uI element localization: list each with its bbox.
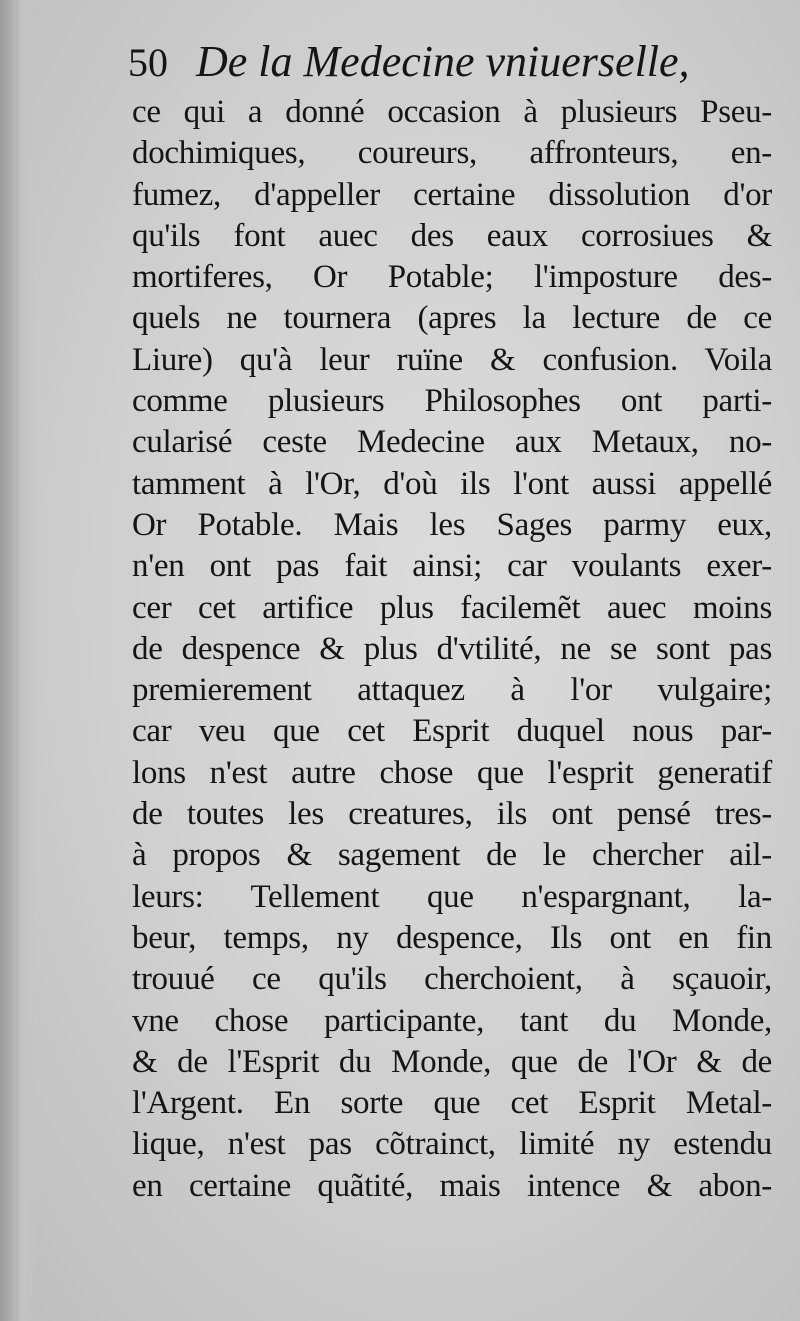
text-line: dochimiques, coureurs, affronteurs, en- [132, 135, 772, 172]
text-line: quels ne tournera (apres la lecture de ce [132, 300, 772, 337]
text-line: vne chose participante, tant du Monde, [132, 1002, 772, 1039]
text-line: en certaine quãtité, mais intence & abon- [132, 1167, 772, 1204]
page-number: 50 [128, 40, 168, 85]
text-line: ce qui a donné occasion à plusieurs Pseu- [132, 94, 772, 130]
text-line: fumez, d'appeller certaine dissolution d'or [132, 176, 772, 213]
text-line: mortiferes, Or Potable; l'imposture des- [132, 259, 772, 296]
text-line: beur, temps, ny despence, Ils ont en fin [132, 919, 772, 956]
body-text [132, 92, 772, 1207]
text-line: car veu que cet Esprit duquel nous par- [132, 713, 772, 750]
text-line: n'en ont pas fait ainsi; car voulants exer- [132, 548, 772, 585]
text-line: cer cet artifice plus facilemẽt auec moins [132, 589, 772, 626]
text-line: Liure) qu'à leur ruïne & confusion. Voila [132, 341, 772, 378]
text-line: leurs: Tellement que n'espargnant, la- [132, 878, 772, 915]
text-line: & de l'Esprit du Monde, que de l'Or & de [132, 1043, 772, 1080]
text-line: qu'ils font auec des eaux corrosiues & [132, 217, 772, 254]
text-line: Or Potable. Mais les Sages parmy eux, [132, 506, 772, 543]
text-line: lons n'est autre chose que l'esprit generatif [132, 754, 772, 791]
page-gutter-shadow [0, 0, 38, 1321]
text-line: comme plusieurs Philosophes ont parti- [132, 383, 772, 420]
running-head-title: De la Medecine vniuerselle, [196, 37, 690, 86]
text-line: de toutes les creatures, ils ont pensé tres- [132, 796, 772, 833]
text-line: de despence & plus d'vtilité, ne se sont pas [132, 630, 772, 667]
text-line: premierement attaquez à l'or vulgaire; [132, 672, 772, 709]
text-line: à propos & sagement de le chercher ail- [132, 837, 772, 874]
text-line: cularisé ceste Medecine aux Metaux, no- [132, 424, 772, 461]
text-line: trouué ce qu'ils cherchoient, à sçauoir, [132, 961, 772, 998]
running-head [128, 36, 690, 96]
text-line: lique, n'est pas cõtrainct, limité ny estendu [132, 1126, 772, 1163]
text-line: tamment à l'Or, d'où ils l'ont aussi appellé [132, 465, 772, 502]
text-line: l'Argent. En sorte que cet Esprit Metal- [132, 1085, 772, 1122]
